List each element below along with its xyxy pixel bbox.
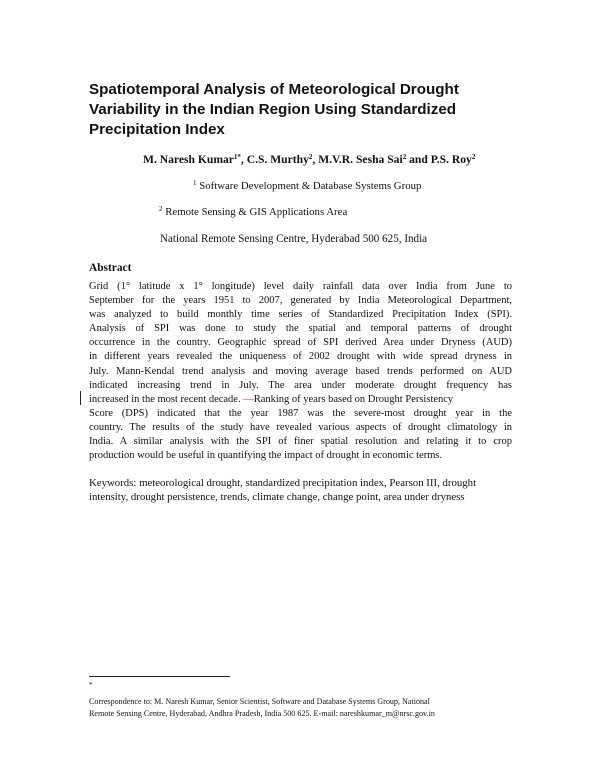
footnote-line: Remote Sensing Centre, Hyderabad, Andhra Pradesh, India 500 625. E-mail: nareshkumar_m@nrsc.gov.in: [89, 709, 435, 719]
affiliation-superscript: 1: [193, 179, 197, 187]
abstract-line: India. A similar analysis with the SPI of finer spatial resolution and relating it to crop: [89, 436, 512, 448]
affiliation-1: [193, 180, 421, 192]
affiliation-2: [159, 206, 347, 218]
abstract-line: [89, 393, 512, 407]
author-separator: ,: [240, 153, 247, 166]
keywords: [89, 476, 514, 504]
author-name: C.S. Murthy: [246, 153, 309, 166]
edit-mark: —: [243, 393, 254, 405]
author-superscript: 2: [402, 153, 407, 161]
abstract-line: was analyzed to build monthly time series of Standardized Precipitation Index (SPI).: [89, 309, 512, 321]
title-line: Variability in the Indian Region Using Standardized: [89, 101, 457, 118]
abstract-line-part: Ranking of years based on Drought Persistency: [253, 393, 454, 405]
author-name: P.S. Roy: [430, 153, 472, 166]
title-line: Spatiotemporal Analysis of Meteorological Drought: [89, 81, 459, 98]
author-separator: and: [406, 153, 431, 166]
author-list: [143, 153, 475, 166]
abstract-line: Analysis of SPI was done to study the spatial and temporal patterns of drought: [89, 323, 512, 335]
author-superscript: 2: [308, 153, 313, 161]
abstract-line: July. Mann-Kendal trend analysis and moving average based trends performed on AUD: [89, 365, 512, 377]
abstract-line: country. The results of the study have revealed various aspects of drought climatology in: [89, 421, 512, 433]
abstract-line: occurrence in the country. Geographic spread of SPI derived Area under Dryness (AUD): [89, 337, 512, 349]
abstract-line: production would be useful in quantifying the impact of drought in economic terms.: [89, 450, 443, 462]
abstract-body: [89, 280, 512, 463]
title-line: Precipitation Index: [89, 121, 225, 138]
affiliation-superscript: 2: [159, 205, 163, 213]
keywords-line: intensity, drought persistence, trends, climate change, change point, area under dryness: [89, 491, 465, 504]
affiliation-text: Remote Sensing & GIS Applications Area: [165, 206, 348, 218]
abstract-line: Grid (1° latitude x 1° longitude) level daily rainfall data over India from June to: [89, 281, 512, 292]
footnote-line: [89, 683, 519, 708]
text-cursor: [80, 391, 81, 405]
abstract-line: in different years revealed the uniqueness of 2002 drought with wide spread dryness in: [89, 351, 512, 363]
affiliation-text: Software Development & Database Systems Group: [199, 180, 422, 192]
footnote-marker: *: [89, 681, 93, 689]
footnote-text: Correspondence to: M. Naresh Kumar, Senior Scientist, Software and Database Systems Group, National: [89, 696, 430, 706]
author-separator: ,: [312, 153, 319, 166]
footnote: [89, 683, 519, 721]
abstract-heading: Abstract: [89, 262, 132, 274]
keywords-line: Keywords: meteorological drought, standardized precipitation index, Pearson III, drought: [89, 477, 477, 489]
author-superscript: 1*: [233, 153, 241, 161]
abstract-line: Score (DPS) indicated that the year 1987 was the severe-most drought year in the: [89, 407, 512, 419]
paper-title: [89, 80, 509, 140]
author-name: M. Naresh Kumar: [143, 153, 234, 166]
institution: National Remote Sensing Centre, Hyderabad 500 625, India: [160, 233, 428, 245]
author-superscript: 2: [471, 153, 476, 161]
abstract-line: indicated increasing trend in July. The area under moderate drought frequency has: [89, 379, 512, 391]
abstract-line-part: increased in the most recent decade.: [89, 393, 244, 405]
author-name: M.V.R. Sesha Sai: [318, 153, 403, 166]
abstract-line: September for the years 1951 to 2007, generated by India Meteorological Department,: [89, 295, 512, 307]
footnote-divider: [89, 676, 230, 677]
